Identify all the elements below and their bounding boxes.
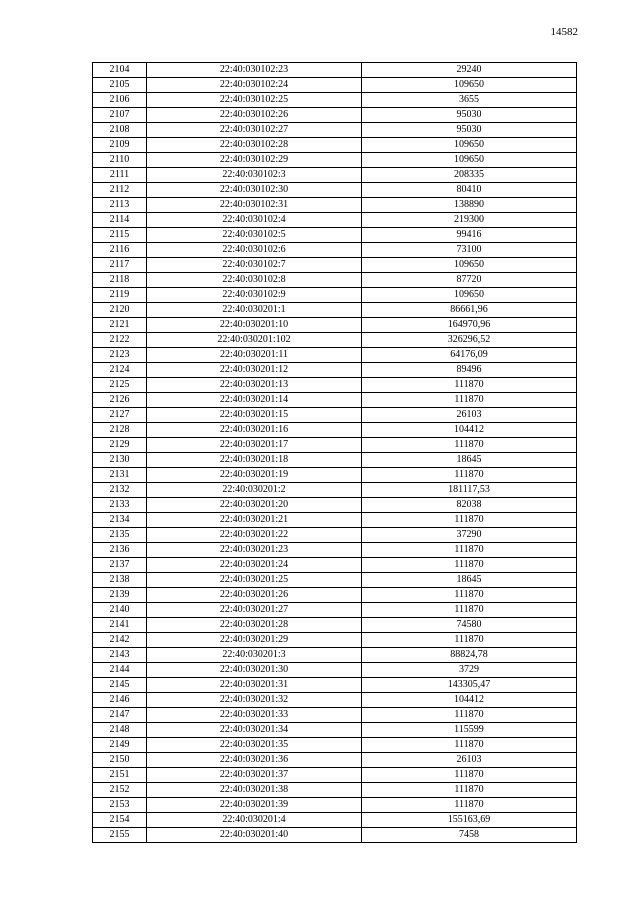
row-index-cell: 2154 [93,813,147,828]
cadastral-number-cell: 22:40:030201:35 [147,738,362,753]
cadastral-number-cell: 22:40:030102:5 [147,228,362,243]
cadastral-number-cell: 22:40:030102:25 [147,93,362,108]
cadastral-value-cell: 109650 [362,138,577,153]
table-row [93,243,577,258]
row-index-cell: 2146 [93,693,147,708]
table-row [93,498,577,513]
row-index-cell: 2141 [93,618,147,633]
table-row [93,483,577,498]
cadastral-value-cell: 82038 [362,498,577,513]
row-index-cell: 2129 [93,438,147,453]
table-row [93,828,577,843]
row-index-cell: 2118 [93,273,147,288]
cadastral-number-cell: 22:40:030201:2 [147,483,362,498]
table-row [93,123,577,138]
row-index-cell: 2104 [93,63,147,78]
cadastral-number-cell: 22:40:030201:27 [147,603,362,618]
cadastral-number-cell: 22:40:030201:3 [147,648,362,663]
page-number: 14582 [550,26,578,38]
table-row [93,378,577,393]
row-index-cell: 2112 [93,183,147,198]
cadastral-value-cell: 74580 [362,618,577,633]
cadastral-number-cell: 22:40:030201:17 [147,438,362,453]
cadastral-number-cell: 22:40:030201:11 [147,348,362,363]
cadastral-number-cell: 22:40:030201:4 [147,813,362,828]
cadastral-value-cell: 95030 [362,108,577,123]
cadastral-value-cell: 109650 [362,258,577,273]
cadastral-value-cell: 109650 [362,288,577,303]
cadastral-number-cell: 22:40:030201:29 [147,633,362,648]
table-row [93,723,577,738]
table-row [93,153,577,168]
row-index-cell: 2148 [93,723,147,738]
row-index-cell: 2150 [93,753,147,768]
table-row [93,393,577,408]
row-index-cell: 2130 [93,453,147,468]
row-index-cell: 2151 [93,768,147,783]
cadastral-number-cell: 22:40:030201:26 [147,588,362,603]
cadastral-number-cell: 22:40:030102:9 [147,288,362,303]
row-index-cell: 2153 [93,798,147,813]
table-row [93,258,577,273]
cadastral-value-cell: 26103 [362,753,577,768]
row-index-cell: 2147 [93,708,147,723]
cadastral-number-cell: 22:40:030201:31 [147,678,362,693]
cadastral-value-cell: 111870 [362,783,577,798]
cadastral-value-cell: 88824,78 [362,648,577,663]
table-row [93,168,577,183]
cadastral-value-cell: 326296,52 [362,333,577,348]
cadastral-value-cell: 155163,69 [362,813,577,828]
table-row [93,63,577,78]
row-index-cell: 2132 [93,483,147,498]
cadastral-number-cell: 22:40:030102:31 [147,198,362,213]
table-row [93,738,577,753]
row-index-cell: 2110 [93,153,147,168]
table-row [93,273,577,288]
cadastral-value-cell: 115599 [362,723,577,738]
cadastral-value-cell: 64176,09 [362,348,577,363]
cadastral-value-cell: 208335 [362,168,577,183]
cadastral-number-cell: 22:40:030102:8 [147,273,362,288]
cadastral-value-cell: 87720 [362,273,577,288]
table-row [93,228,577,243]
table-row [93,303,577,318]
row-index-cell: 2121 [93,318,147,333]
row-index-cell: 2152 [93,783,147,798]
cadastral-number-cell: 22:40:030102:28 [147,138,362,153]
cadastral-number-cell: 22:40:030102:23 [147,63,362,78]
row-index-cell: 2127 [93,408,147,423]
table-row [93,408,577,423]
table-row [93,423,577,438]
cadastral-number-cell: 22:40:030201:39 [147,798,362,813]
row-index-cell: 2123 [93,348,147,363]
cadastral-value-table [92,62,577,843]
cadastral-number-cell: 22:40:030201:37 [147,768,362,783]
cadastral-value-cell: 99416 [362,228,577,243]
cadastral-number-cell: 22:40:030201:102 [147,333,362,348]
table-row [93,648,577,663]
table-row [93,678,577,693]
row-index-cell: 2106 [93,93,147,108]
cadastral-number-cell: 22:40:030201:14 [147,393,362,408]
cadastral-number-cell: 22:40:030102:7 [147,258,362,273]
cadastral-number-cell: 22:40:030201:25 [147,573,362,588]
cadastral-value-cell: 111870 [362,543,577,558]
cadastral-number-cell: 22:40:030201:10 [147,318,362,333]
cadastral-value-cell: 164970,96 [362,318,577,333]
row-index-cell: 2143 [93,648,147,663]
row-index-cell: 2137 [93,558,147,573]
table-row [93,213,577,228]
row-index-cell: 2120 [93,303,147,318]
cadastral-value-cell: 111870 [362,738,577,753]
row-index-cell: 2142 [93,633,147,648]
row-index-cell: 2109 [93,138,147,153]
table-row [93,348,577,363]
table-row [93,633,577,648]
cadastral-number-cell: 22:40:030102:4 [147,213,362,228]
table-row [93,78,577,93]
cadastral-number-cell: 22:40:030102:29 [147,153,362,168]
cadastral-number-cell: 22:40:030102:24 [147,78,362,93]
row-index-cell: 2114 [93,213,147,228]
cadastral-value-cell: 111870 [362,558,577,573]
table-row [93,288,577,303]
cadastral-value-cell: 29240 [362,63,577,78]
table-row [93,333,577,348]
cadastral-value-cell: 138890 [362,198,577,213]
table-row [93,138,577,153]
cadastral-number-cell: 22:40:030201:22 [147,528,362,543]
row-index-cell: 2140 [93,603,147,618]
table-row [93,438,577,453]
table-row [93,813,577,828]
row-index-cell: 2145 [93,678,147,693]
row-index-cell: 2113 [93,198,147,213]
row-index-cell: 2108 [93,123,147,138]
row-index-cell: 2122 [93,333,147,348]
cadastral-value-cell: 18645 [362,453,577,468]
cadastral-number-cell: 22:40:030201:19 [147,468,362,483]
cadastral-value-cell: 143305,47 [362,678,577,693]
cadastral-value-cell: 111870 [362,513,577,528]
row-index-cell: 2125 [93,378,147,393]
row-index-cell: 2149 [93,738,147,753]
row-index-cell: 2134 [93,513,147,528]
table-row [93,663,577,678]
cadastral-number-cell: 22:40:030201:30 [147,663,362,678]
row-index-cell: 2139 [93,588,147,603]
row-index-cell: 2138 [93,573,147,588]
cadastral-number-cell: 22:40:030201:16 [147,423,362,438]
table-row [93,798,577,813]
row-index-cell: 2115 [93,228,147,243]
row-index-cell: 2128 [93,423,147,438]
table-row [93,783,577,798]
table-row [93,708,577,723]
cadastral-number-cell: 22:40:030201:21 [147,513,362,528]
cadastral-value-cell: 111870 [362,633,577,648]
cadastral-value-cell: 111870 [362,438,577,453]
cadastral-number-cell: 22:40:030201:15 [147,408,362,423]
row-index-cell: 2131 [93,468,147,483]
cadastral-value-cell: 109650 [362,78,577,93]
cadastral-number-cell: 22:40:030102:6 [147,243,362,258]
table-row [93,93,577,108]
cadastral-number-cell: 22:40:030201:20 [147,498,362,513]
cadastral-number-cell: 22:40:030201:34 [147,723,362,738]
cadastral-value-cell: 26103 [362,408,577,423]
cadastral-value-cell: 37290 [362,528,577,543]
row-index-cell: 2144 [93,663,147,678]
table-row [93,108,577,123]
table-body [93,63,577,843]
cadastral-value-cell: 111870 [362,768,577,783]
table-row [93,693,577,708]
cadastral-number-cell: 22:40:030201:36 [147,753,362,768]
cadastral-number-cell: 22:40:030201:38 [147,783,362,798]
row-index-cell: 2136 [93,543,147,558]
cadastral-number-cell: 22:40:030102:27 [147,123,362,138]
cadastral-value-cell: 109650 [362,153,577,168]
row-index-cell: 2155 [93,828,147,843]
cadastral-value-cell: 111870 [362,708,577,723]
cadastral-value-cell: 3655 [362,93,577,108]
cadastral-value-cell: 95030 [362,123,577,138]
table-row [93,588,577,603]
table-row [93,513,577,528]
cadastral-value-cell: 86661,96 [362,303,577,318]
table-row [93,618,577,633]
row-index-cell: 2117 [93,258,147,273]
cadastral-number-cell: 22:40:030201:12 [147,363,362,378]
row-index-cell: 2124 [93,363,147,378]
table-row [93,183,577,198]
cadastral-number-cell: 22:40:030201:33 [147,708,362,723]
table-row [93,453,577,468]
table-row [93,753,577,768]
cadastral-number-cell: 22:40:030102:3 [147,168,362,183]
cadastral-value-cell: 111870 [362,798,577,813]
table-row [93,603,577,618]
cadastral-value-cell: 111870 [362,588,577,603]
cadastral-number-cell: 22:40:030201:40 [147,828,362,843]
cadastral-value-cell: 73100 [362,243,577,258]
row-index-cell: 2107 [93,108,147,123]
cadastral-value-cell: 7458 [362,828,577,843]
cadastral-value-cell: 181117,53 [362,483,577,498]
cadastral-value-cell: 111870 [362,378,577,393]
cadastral-value-cell: 18645 [362,573,577,588]
cadastral-number-cell: 22:40:030201:24 [147,558,362,573]
row-index-cell: 2116 [93,243,147,258]
table-row [93,198,577,213]
table-row [93,363,577,378]
table-row [93,558,577,573]
table-row [93,468,577,483]
cadastral-number-cell: 22:40:030102:26 [147,108,362,123]
table-row [93,543,577,558]
row-index-cell: 2133 [93,498,147,513]
cadastral-number-cell: 22:40:030201:13 [147,378,362,393]
row-index-cell: 2126 [93,393,147,408]
cadastral-value-cell: 111870 [362,603,577,618]
cadastral-value-cell: 104412 [362,693,577,708]
cadastral-value-cell: 111870 [362,393,577,408]
cadastral-value-cell: 80410 [362,183,577,198]
row-index-cell: 2135 [93,528,147,543]
table-row [93,528,577,543]
cadastral-number-cell: 22:40:030201:28 [147,618,362,633]
table-row [93,573,577,588]
row-index-cell: 2111 [93,168,147,183]
row-index-cell: 2119 [93,288,147,303]
cadastral-value-cell: 3729 [362,663,577,678]
cadastral-number-cell: 22:40:030201:1 [147,303,362,318]
table-row [93,768,577,783]
cadastral-value-cell: 89496 [362,363,577,378]
cadastral-number-cell: 22:40:030201:32 [147,693,362,708]
cadastral-value-cell: 111870 [362,468,577,483]
table-row [93,318,577,333]
cadastral-value-cell: 219300 [362,213,577,228]
cadastral-number-cell: 22:40:030201:18 [147,453,362,468]
cadastral-number-cell: 22:40:030201:23 [147,543,362,558]
cadastral-value-cell: 104412 [362,423,577,438]
row-index-cell: 2105 [93,78,147,93]
cadastral-number-cell: 22:40:030102:30 [147,183,362,198]
